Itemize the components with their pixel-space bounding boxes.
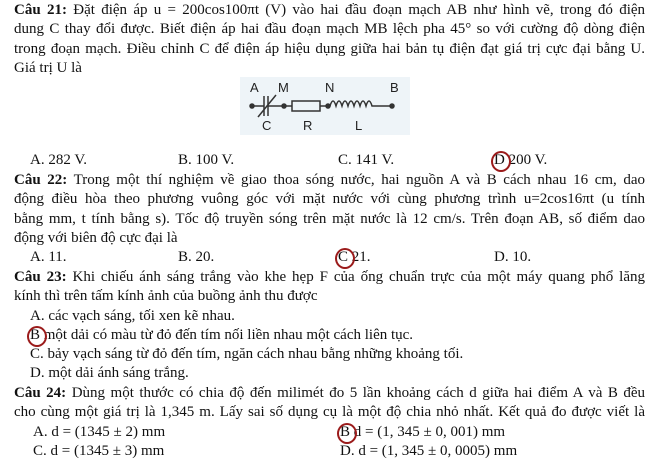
q22-option-a[interactable]: A. 11. — [30, 249, 67, 265]
label-C: C — [262, 118, 272, 133]
q23-option-d[interactable]: D. một dải ánh sáng trắng. — [30, 365, 189, 381]
q22-option-c[interactable]: C 21. — [338, 249, 371, 265]
q24-option-a[interactable]: A. d = (1345 ± 2) mm — [33, 424, 166, 440]
q23-line-1: Câu 23: Khi chiếu ánh sáng trắng vào khe hẹp F của ống chuẩn trực của một máy quang phổ lăng — [14, 269, 646, 285]
label-R: R — [303, 118, 313, 133]
q22-line-3: bằng mm, t tính bằng s). Tốc độ truyền sóng trên mặt nước là 12 cm/s. Trên đoạn AB, số điểm dao — [14, 211, 645, 227]
q21-option-d[interactable]: D 200 V. — [494, 152, 548, 168]
q23-option-b[interactable]: B một dải có màu từ đỏ đến tím nối liền nhau một cách liên tục. — [30, 327, 414, 343]
q21-option-c[interactable]: C. 141 V. — [338, 152, 395, 168]
q22-option-b[interactable]: B. 20. — [178, 249, 215, 265]
q21-label: Câu 21: — [14, 2, 67, 18]
q22-line-1: Câu 22: Trong một thí nghiệm về giao thoa sóng nước, hai nguồn A và B cách nhau 16 cm, dao — [14, 172, 646, 188]
q21-line-1: Câu 21: Đặt điện áp u = 200cos100πt (V) vào hai đầu đoạn mạch AB như hình vẽ, trong đó điện — [14, 2, 646, 18]
q22-label: Câu 22: — [14, 172, 68, 188]
label-M: M — [278, 80, 289, 95]
circuit-diagram — [240, 77, 410, 135]
label-B: B — [390, 80, 399, 95]
q24-option-d[interactable]: D. d = (1, 345 ± 0, 0005) mm — [340, 443, 518, 459]
q22-line-2: động điều hòa theo phương vuông góc với mặt nước với cùng phương trình u=2cos16πt (u tính — [14, 191, 645, 207]
answer-circle: B — [340, 424, 351, 440]
q23-line-2: kính thì trên tấm kính ảnh của buồng ảnh thu được — [14, 288, 318, 304]
label-A: A — [250, 80, 259, 95]
q24-label: Câu 24: — [14, 385, 67, 401]
label-L: L — [355, 118, 363, 133]
q23-option-c[interactable]: C. bảy vạch sáng từ đỏ đến tím, ngăn cách nhau bằng những khoảng tối. — [30, 346, 464, 362]
label-N: N — [325, 80, 335, 95]
q24-option-c[interactable]: C. d = (1345 ± 3) mm — [33, 443, 165, 459]
q21-line-3: trong đoạn mạch. Điều chỉnh C để điện áp hiệu dụng giữa hai bản tụ điện đạt giá trị cực đại bằng U. — [14, 41, 645, 57]
q24-option-b[interactable]: B d = (1, 345 ± 0, 001) mm — [340, 424, 506, 440]
answer-circle: B — [30, 327, 41, 343]
q23-option-a[interactable]: A. các vạch sáng, tối xen kẽ nhau. — [30, 308, 235, 324]
q22-option-d[interactable]: D. 10. — [494, 249, 532, 265]
q21-line-4: Giá trị U là — [14, 60, 82, 76]
q23-label: Câu 23: — [14, 269, 67, 285]
q21-line-2: dung C thay đổi được. Biết điện áp hai đầu đoạn mạch MB lệch pha 45° so với cường độ dòng điện — [14, 21, 645, 37]
q22-line-4: động với biên độ cực đại là — [14, 230, 178, 246]
answer-circle: C — [338, 249, 349, 265]
q21-option-b[interactable]: B. 100 V. — [178, 152, 235, 168]
answer-circle: D — [494, 152, 505, 168]
q21-option-a[interactable]: A. 282 V. — [30, 152, 87, 168]
q24-line-2: cho cùng một giá trị là 1,345 m. Lấy sai số dụng cụ là một độ chia nhỏ nhất. Kết quả đo được viết là — [14, 404, 645, 420]
q24-line-1: Câu 24: Dùng một thước có chia độ đến milimét đo 5 lần khoảng cách d giữa hai điểm A và B đều — [14, 385, 646, 401]
